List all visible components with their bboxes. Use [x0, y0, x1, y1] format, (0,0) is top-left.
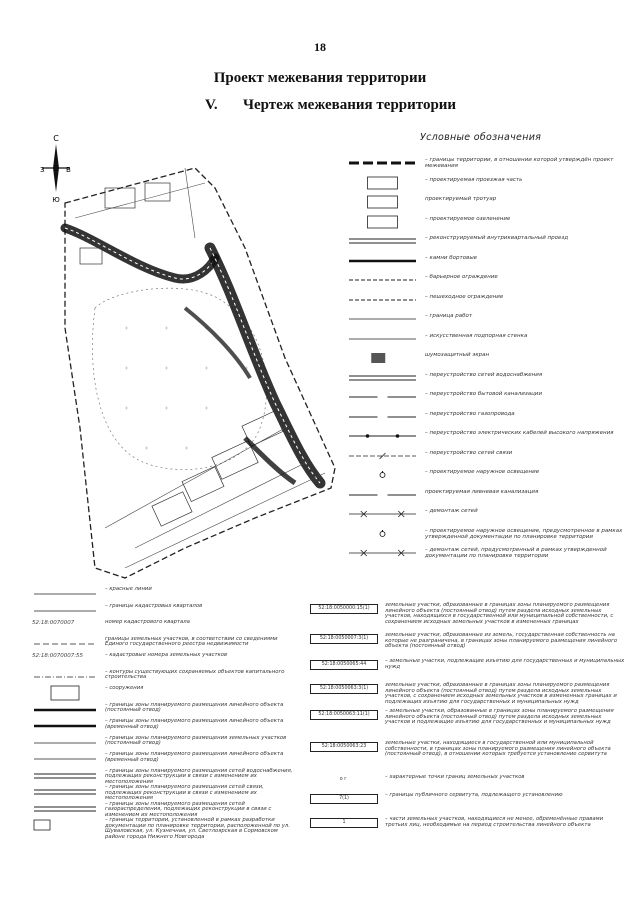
bottom-legend-item — [30, 817, 300, 840]
bottom-legend-item — [30, 586, 300, 602]
legend-item — [340, 234, 630, 248]
compass-north: С — [53, 134, 59, 143]
road-corridor-south — [245, 438, 295, 483]
thin-line-icon — [30, 735, 100, 751]
rectangle-outline-icon — [345, 176, 420, 190]
section-title: Чертеж межевания территории — [243, 97, 457, 113]
labeled-line-icon — [345, 410, 420, 424]
bottom-legend-right-item — [310, 740, 630, 768]
x-marks-line-icon — [345, 546, 420, 560]
cadastral-plot-label: 52:18:0050063:23 — [310, 742, 378, 752]
territory-boundary — [65, 168, 335, 578]
legend-item — [340, 254, 630, 268]
bottom-legend-item — [30, 636, 300, 652]
legend-item-text: – переустройство газопровода — [425, 410, 515, 417]
legend-item-text: – пешеходное ограждение — [425, 293, 504, 300]
thin-line-icon — [345, 332, 420, 346]
bottom-legend-text: – границы зоны планируемого размещения земельных участков (постоянный отвод) — [105, 734, 287, 747]
double-line-icon — [345, 371, 420, 385]
bottom-legend-item — [30, 751, 300, 767]
double-line-icon — [30, 768, 100, 784]
bottom-legend-item — [30, 735, 300, 751]
dash-line-icon — [30, 636, 100, 652]
legend-item-text: – реконструируемый внутриквартальный проезд — [425, 235, 569, 241]
page-subtitle — [205, 97, 456, 114]
thick-line-icon — [30, 702, 100, 718]
slash-line-icon — [345, 449, 420, 463]
bottom-legend-text: – границы зоны планируемого размещения сетей связи, подлежащих реконструкции в связи с изменением их местоположения — [105, 784, 264, 802]
bottom-legend-right-item — [310, 682, 630, 710]
legend-item-text: проектируемая ливневая канализация — [425, 488, 539, 495]
legend-item-text: – переустройство бытовой канализации — [425, 391, 543, 397]
dot-line-icon — [345, 429, 420, 443]
road-corridor-north — [65, 228, 215, 279]
bottom-legend-text: – границы территории, установленной в рамках разработки документации по планировке территории, расположенной по ул. Шуваловская, ул. Кузнечная, ул. Светлоярская в Сормовском районе города Нижнего Новгорода — [105, 817, 290, 840]
legend-item-text: – переустройство сетей связи — [425, 449, 513, 456]
legend-item — [340, 488, 630, 502]
legend-item — [340, 293, 630, 307]
legend-item — [340, 176, 630, 190]
legend-item — [340, 507, 630, 521]
bottom-legend-right-text: – границы публичного сервитута, подлежащего установлению — [385, 792, 563, 798]
bottom-legend-right-text: – земельные участки, подлежащие изъятию для государственных и муниципальных нужд — [385, 658, 625, 670]
rectangle-outline-icon — [30, 685, 100, 701]
bottom-legend-item — [30, 801, 300, 817]
legend-item — [340, 468, 630, 482]
section-number: V. — [205, 97, 218, 113]
labeled-line-icon — [345, 488, 420, 502]
legend-item — [340, 195, 630, 209]
legend — [340, 128, 630, 568]
circle-symbol-icon — [345, 468, 420, 482]
bottom-legend-item — [30, 768, 300, 784]
rectangle-outline-icon — [345, 215, 420, 229]
bottom-legend-text: – красные линии — [105, 586, 152, 592]
bottom-legend-item — [30, 652, 300, 668]
cadastral-plot-label: 52:18:0050007:3(1) — [310, 634, 378, 644]
legend-item-text: – барьерное ограждение — [425, 274, 498, 280]
legend-item — [340, 546, 630, 560]
cadastral-number-label: 52:18:0070007 — [32, 620, 75, 626]
legend-item — [340, 332, 630, 346]
dash-dot-line-icon — [30, 669, 100, 685]
legend-item-text: – демонтаж сетей — [425, 508, 478, 514]
thin-line-icon — [345, 312, 420, 326]
bottom-legend-text: – границы зоны планируемого размещения линейного объекта (постоянный отвод) — [105, 701, 284, 714]
thin-line-icon — [30, 586, 100, 602]
legend-item-text: – проектируемое наружное освещение, предусмотренное в рамках утвержденной документации по планировке территории — [425, 527, 623, 540]
bottom-legend-right-text: земельные участки, образованные в границах зоны планируемого размещения линейного объекта (постоянный отвод) путем раздела исходных земельных участков, с сохранением исходных земельных участков в измененных границах и подлежащих изъятию для государственных и муниципальных нужд — [385, 682, 617, 705]
cadastral-plot-label: 52:18:0050000:15(1) — [310, 604, 378, 614]
legend-item — [340, 449, 630, 463]
legend-item-text: – проектируемая проезжая часть — [425, 176, 523, 183]
legend-item — [340, 371, 630, 385]
thin-line-icon — [30, 603, 100, 619]
small-rectangle-icon — [30, 817, 100, 833]
double-line-icon — [30, 784, 100, 800]
legend-item-text: шумозащитный экран — [425, 352, 490, 358]
bottom-legend-item — [30, 619, 300, 635]
bottom-legend-text: – границы зоны планируемого размещения сетей газораспределения, подлежащих реконструкции в связи с изменением их местоположения — [105, 800, 272, 818]
bottom-legend-item — [30, 603, 300, 619]
cadastral-plot-label: 1 — [310, 818, 378, 828]
legend-item — [340, 351, 630, 365]
thick-dashed-line-icon — [345, 156, 420, 170]
bottom-legend-item — [30, 784, 300, 800]
rectangle-outline-icon — [345, 195, 420, 209]
page-number: 18 — [314, 40, 326, 54]
bottom-legend — [30, 580, 630, 900]
x-marks-line-icon — [345, 507, 420, 521]
bottom-legend-item — [30, 718, 300, 734]
legend-item — [340, 273, 630, 287]
bottom-legend-item — [30, 669, 300, 685]
bottom-legend-text: – сооружения — [105, 685, 144, 691]
cadastral-plot-label: 52:18:0050065:44 — [310, 660, 378, 670]
bottom-legend-text: номер кадастрового квартала — [105, 619, 190, 625]
legend-item-text: – границы территории, в отношении которой утверждён проект межевания — [425, 157, 614, 169]
compass-west: З — [40, 166, 45, 174]
dashed-line-icon — [345, 273, 420, 287]
legend-item-text: – демонтаж сетей, предусмотренный в рамках утвержденной документации по планировке территории — [425, 547, 607, 559]
labeled-line-icon — [345, 390, 420, 404]
legend-item — [340, 312, 630, 326]
double-line-icon — [345, 234, 420, 248]
legend-item-text: проектируемый тротуар — [425, 196, 497, 202]
legend-item-text: – проектируемое озеленение — [425, 215, 511, 222]
legend-item-text: – искусственная подпорная стенка — [425, 332, 528, 339]
bottom-legend-right-item — [310, 602, 630, 630]
bottom-legend-text: границы земельных участков, в соответствии со сведениями Единого государственного реестра недвижимости — [105, 635, 278, 648]
dashed-line-icon — [345, 293, 420, 307]
bottom-legend-right-item — [310, 816, 630, 844]
bottom-legend-right-text: – части земельных участков, находящиеся не менее, обременённые правами третьих лиц, необходимые на период строительства линейного объекта — [385, 816, 604, 828]
compass-south: Ю — [52, 196, 60, 204]
bottom-legend-right-item — [310, 708, 630, 736]
bottom-legend-text: – границы кадастровых кварталов — [105, 602, 203, 609]
bottom-legend-right-item — [310, 632, 630, 660]
bottom-legend-text: – кадастровые номера земельных участков — [105, 652, 228, 658]
bottom-legend-text: – контуры существующих сохраняемых объектов капитального строительства — [105, 668, 285, 681]
legend-item — [340, 429, 630, 443]
grid-marks — [125, 327, 248, 450]
bottom-legend-item — [30, 702, 300, 718]
cadastral-map — [35, 128, 350, 598]
legend-item-text: – граница работ — [425, 313, 473, 319]
bottom-legend-right-text: земельные участки, находящиеся в государственной или муниципальной собственности, в границах зоны планируемого размещения линейного объекта (постоянный отвод), в отношении которых требуется установление сервитута — [385, 740, 611, 758]
legend-heading: Условные обозначения — [420, 132, 542, 143]
legend-item — [340, 410, 630, 424]
thick-line-icon — [30, 718, 100, 734]
bottom-legend-text: – границы зоны планируемого размещения сетей водоснабжения, подлежащих реконструкции в связи с изменением их местоположения — [105, 767, 293, 785]
bottom-legend-right-text: – характерные точки границ земельных участков — [385, 774, 525, 780]
cadastral-plot-label: 52:18:0050063:11(1) — [310, 710, 378, 720]
bottom-legend-text: – границы зоны планируемого размещения линейного объекта (временный отвод) — [105, 751, 284, 763]
legend-item-text: – камни бортовые — [425, 254, 478, 261]
bottom-legend-text: – границы зоны планируемого размещения линейного объекта (временный отвод) — [105, 718, 284, 730]
cadastral-number-label: 52:18:0070007:55 — [32, 653, 84, 659]
cadastral-plot-label: o r — [339, 777, 347, 782]
bottom-legend-item — [30, 685, 300, 701]
page-title: Проект межевания территории — [213, 70, 427, 86]
cadastral-lines — [75, 168, 325, 568]
bottom-legend-right-text: земельные участки, образованные из земель, государственная собственность на которые не разграничена, в границах зоны планируемого размещения линейного объекта (постоянный отвод) — [385, 632, 618, 650]
thick-line-icon — [345, 254, 420, 268]
bottom-legend-right-text: земельные участки, образованные в границах зоны планируемого размещения линейного объекта (постоянный отвод) путем раздела исходных земельных участков, находящихся в государственной или муниципальной собственности, с сохранением исходных земельных участков в измененных границах — [385, 602, 614, 625]
double-line-icon — [30, 801, 100, 817]
hatch-box-icon — [345, 351, 420, 365]
legend-item — [340, 215, 630, 229]
bottom-legend-right-text: – земельные участки, образованные в границах зоны планируемого размещения линейного объекта (постоянный отвод) путем раздела исходных земельных участков и подлежащие изъятию для государственных и муниципальных нужд — [385, 708, 614, 726]
thin-line-icon — [30, 751, 100, 767]
cadastral-plot-label: 52:18:0050063:3(1) — [310, 684, 378, 694]
cadastral-plot-label: 7(1) — [310, 794, 378, 804]
legend-item-text: – переустройство электрических кабелей высокого напряжения — [425, 430, 614, 436]
legend-item — [340, 390, 630, 404]
circle-symbol-icon — [345, 527, 420, 541]
legend-item — [340, 527, 630, 541]
compass-east: В — [66, 166, 71, 174]
legend-item-text: – переустройство сетей водоснабжения — [425, 371, 543, 378]
legend-item — [340, 156, 630, 170]
legend-item-text: – проектируемое наружное освещение — [425, 469, 540, 475]
